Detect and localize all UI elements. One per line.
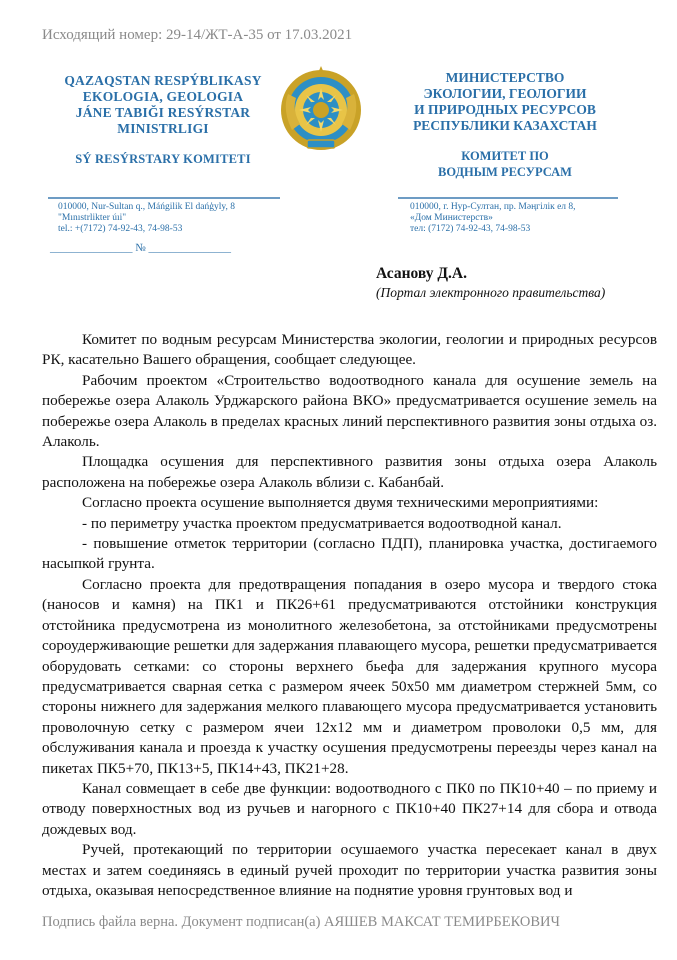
header-divider-right [398, 197, 618, 199]
paragraph: Канал совмещает в себе две функции: водоотводного с ПК0 по ПК10+40 – по приему и отводу поверхностных вод из ручьев и нагорного с ПК10+40 ПК27+14 для сбора и отвода дождевых вод. [42, 779, 657, 838]
header-divider-left [48, 197, 280, 199]
header-left-line1: QAZAQSTAN RESPÝBLIKASY [64, 73, 262, 88]
paragraph: - повышение отметок территории (согласно ПДП), планировка участка, достигаемого насыпкой грунта. [42, 535, 657, 573]
header-right-line2: ЭКОЛОГИИ, ГЕОЛОГИИ [423, 86, 587, 101]
state-emblem-icon [278, 64, 364, 156]
header-left-line3: JÁNE TABIĞI RESÝRSTAR [75, 105, 251, 120]
recipient-name: Асанову Д.А. [376, 265, 467, 282]
paragraph: Комитет по водным ресурсам Министерства экологии, геологии и природных ресурсов РК, касательно Вашего обращения, сообщает следующее. [42, 331, 657, 369]
document-number-field: _______________ № _______________ [50, 242, 231, 254]
paragraph: Рабочим проектом «Строительство водоотводного канала для осушение земель на побережье озера Алаколь Урджарского района ВКО» предусматривается осушение земель на побережье озера Алаколь в пределах красных линий перспективного развития зоны отдыха оз. Алаколь. [42, 371, 657, 451]
address-left-line2: "Mınıstrlikter úıi" [58, 213, 127, 223]
address-right-line1: 010000, г. Нур-Султан, пр. Мәңгілік ел 8, [410, 202, 576, 212]
signature-footer: Подпись файла верна. Документ подписан(а) АЯШЕВ МАКСАТ ТЕМИРБЕКОВИЧ [42, 914, 560, 930]
header-left-kazakh [48, 73, 278, 167]
recipient-portal: (Портал электронного правительства) [376, 285, 606, 300]
recipient-block [376, 265, 605, 301]
header-left-line2: EKOLOGIA, GEOLOGIA [82, 89, 244, 104]
paragraph: Ручей, протекающий по территории осушаемого участка пересекает канал в двух местах и затем соединяясь в единый ручей проходит по территории участка развития зоны отдыха, оказывая непосредственное влияние на поднятие уровня грунтовых вод и [42, 841, 657, 899]
header-right-committee2: ВОДНЫМ РЕСУРСАМ [438, 165, 572, 179]
address-left-line3: tel.: +(7172) 74-92-43, 74-98-53 [58, 224, 183, 234]
address-right [410, 202, 576, 235]
header-right-line4: РЕСПУБЛИКИ КАЗАХСТАН [413, 118, 597, 133]
header-left-committee: SÝ RESÝRSTARY KOMITETI [75, 152, 251, 166]
header-right-line1: МИНИСТЕРСТВО [445, 70, 565, 85]
letter-body [42, 330, 657, 901]
paragraph: Площадка осушения для перспективного развития зоны отдыха озера Алаколь расположена на побережье озера Алаколь вблизи с. Кабанбай. [42, 453, 657, 491]
header-right-committee1: КОМИТЕТ ПО [461, 149, 549, 163]
address-right-line3: тел: (7172) 74-92-43, 74-98-53 [410, 224, 531, 234]
header-left-line4: MINISTRLIGI [117, 121, 209, 136]
outgoing-number: Исходящий номер: 29-14/ЖТ-А-35 от 17.03.2021 [42, 27, 353, 43]
paragraph: Согласно проекта для предотвращения попадания в озеро мусора и твердого стока (наносов и камня) на ПК1 и ПК26+61 предусматриваются отстойники конструкция отстойника предусмотрена из монолитного железобетона, за отстойниками предусмотрены сороудерживающие решетки для задержания плавающего мусора, решетки предусматривается оборудовать сетками: со стороны верхнего бьефа для задержания крупного мусора предусматривается сварная сетка с размером ячеек 50х50 мм диаметром стержней 5мм, со стороны нижнего для задержания мелкого плавающего мусора предусматривается установить проволочную сетку с размером ячеи 12х12 мм и диаметром проволоки 0,5 мм, для обслуживания канала и проезда к участку осушения предусмотрены переезды через канал на пикетах ПК5+70, ПК13+5, ПК14+43, ПК21+28. [42, 575, 657, 777]
address-left-line1: 010000, Nur-Sultan q., Máńgilik El dańģyly, 8 [58, 202, 236, 212]
header-right-line3: И ПРИРОДНЫХ РЕСУРСОВ [414, 102, 596, 117]
header-right-russian [400, 70, 610, 180]
address-right-line2: «Дом Министерств» [410, 213, 493, 223]
paragraph: Согласно проекта осушение выполняется двумя техническими мероприятиями: [82, 494, 599, 512]
address-left [58, 202, 235, 235]
paragraph: - по периметру участка проектом предусматривается водоотводной канал. [82, 514, 562, 532]
